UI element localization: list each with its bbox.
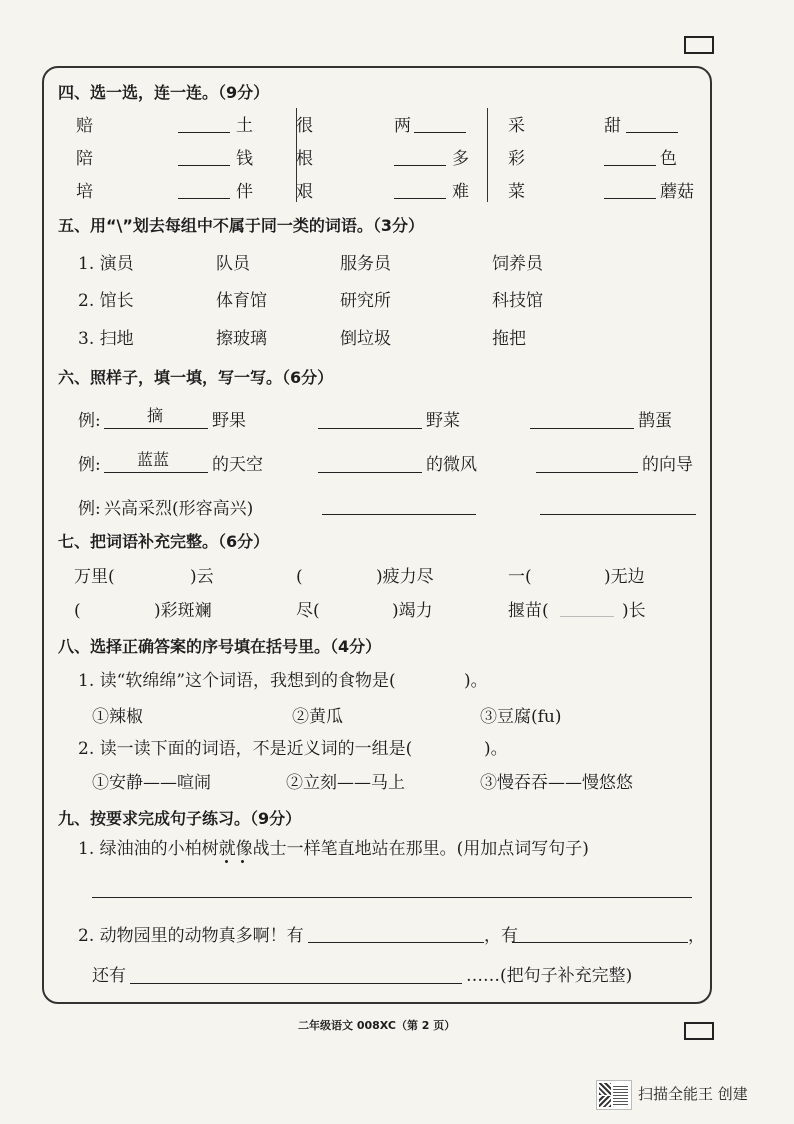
link-blank[interactable] [178, 132, 230, 133]
char: 菜 [508, 182, 525, 202]
idiom-right: )疲力尽 [376, 567, 434, 587]
answer-blank[interactable] [318, 472, 422, 473]
idiom-blank[interactable] [560, 616, 614, 617]
idiom-left: ( [74, 601, 81, 621]
word: 2. 馆长 [78, 291, 134, 311]
example-label: 例: [78, 455, 101, 475]
char: 两 [394, 116, 411, 136]
word: 研究所 [340, 291, 391, 311]
char: 赔 [76, 116, 93, 136]
section-9-title: 九、按要求完成句子练习。（9分） [58, 809, 302, 828]
answer-blank[interactable] [530, 428, 634, 429]
answer-blank[interactable] [130, 983, 462, 984]
section-8-title: 八、选择正确答案的序号填在括号里。（4分） [58, 637, 382, 656]
section-4-title: 四、选一选，连一连。（9分） [58, 83, 270, 102]
link-blank[interactable] [414, 132, 466, 133]
bottom-right-score-box [684, 1022, 714, 1040]
page-footer: 二年级语文 008XC（第 2 页） [298, 1019, 456, 1032]
sentence-text: 还有 [92, 966, 126, 986]
question-1-end: )。 [464, 671, 488, 691]
link-blank[interactable] [394, 165, 446, 166]
idiom-left: ( [296, 567, 303, 587]
link-blank[interactable] [626, 132, 678, 133]
sentence-text: ……(把句子补充完整) [466, 966, 633, 986]
question-1: 1. 读“软绵绵”这个词语，我想到的食物是( [78, 671, 396, 691]
char: 根 [296, 149, 313, 169]
char: 钱 [236, 149, 253, 169]
char: 很 [296, 116, 313, 136]
char: 彩 [508, 149, 525, 169]
word: 倒垃圾 [340, 329, 391, 349]
link-blank[interactable] [178, 198, 230, 199]
char: 多 [452, 149, 469, 169]
sentence-text: ，有 [484, 926, 518, 946]
idiom-right: )长 [622, 601, 646, 621]
word: 科技馆 [492, 291, 543, 311]
example-label: 例: [78, 499, 101, 519]
word: 队员 [216, 254, 250, 274]
idiom-right: )无边 [604, 567, 645, 587]
example-phrase: 兴高采烈(形容高兴) [104, 499, 254, 519]
answer-blank[interactable] [536, 472, 638, 473]
section-5-title: 五、用“\”划去每组中不属于同一类的词语。（3分） [58, 216, 425, 235]
link-blank[interactable] [604, 198, 656, 199]
emphasis-dot [241, 860, 244, 863]
phrase: 的天空 [212, 455, 263, 475]
emphasis-dot [225, 860, 228, 863]
char: 伴 [236, 182, 253, 202]
idiom-right: )云 [190, 567, 214, 587]
word: 体育馆 [216, 291, 267, 311]
idiom-left: 揠苗( [508, 601, 549, 621]
char: 土 [236, 116, 253, 136]
answer-blank[interactable] [308, 942, 484, 943]
answer-blank[interactable] [322, 514, 476, 515]
answer-blank[interactable] [318, 428, 422, 429]
phrase: 野菜 [426, 411, 460, 431]
word: 服务员 [340, 254, 391, 274]
scanner-watermark: 扫描全能王 创建 [638, 1085, 748, 1103]
link-blank[interactable] [394, 198, 446, 199]
sentence-question-2: 2. 动物园里的动物真多啊！有 [78, 926, 304, 946]
option[interactable]: ①安静——喧闹 [92, 773, 211, 793]
scanner-logo-icon [596, 1080, 632, 1110]
char: 艰 [296, 182, 313, 202]
top-right-score-box [684, 36, 714, 54]
word: 擦玻璃 [216, 329, 267, 349]
idiom-left: 万里( [74, 567, 115, 587]
link-blank[interactable] [178, 165, 230, 166]
char: 采 [508, 116, 525, 136]
char: 难 [452, 182, 469, 202]
option[interactable]: ②黄瓜 [292, 707, 343, 727]
idiom-left: 尽( [296, 601, 320, 621]
char: 蘑菇 [660, 182, 694, 202]
word: 3. 扫地 [78, 329, 134, 349]
example-label: 例: [78, 411, 101, 431]
option[interactable]: ③豆腐(fu) [480, 707, 562, 727]
phrase: 野果 [212, 411, 246, 431]
phrase: 的向导 [642, 455, 693, 475]
option[interactable]: ③慢吞吞——慢悠悠 [480, 773, 633, 793]
column-divider [487, 108, 488, 202]
char: 陪 [76, 149, 93, 169]
example-answer: 摘 [147, 406, 164, 425]
idiom-right: )竭力 [392, 601, 433, 621]
link-blank[interactable] [604, 165, 656, 166]
char: 色 [660, 149, 677, 169]
idiom-left: 一( [508, 567, 532, 587]
section-7-title: 七、把词语补充完整。（6分） [58, 532, 270, 551]
word: 饲养员 [492, 254, 543, 274]
example-answer: 蓝蓝 [137, 450, 170, 469]
phrase: 的微风 [426, 455, 477, 475]
answer-line[interactable] [92, 897, 692, 898]
word: 拖把 [492, 329, 526, 349]
word: 1. 演员 [78, 254, 134, 274]
question-2: 2. 读一读下面的词语，不是近义词的一组是( [78, 739, 413, 759]
section-6-title: 六、照样子，填一填，写一写。（6分） [58, 368, 334, 387]
char: 甜 [604, 116, 621, 136]
answer-blank[interactable] [512, 942, 688, 943]
question-2-end: )。 [484, 739, 508, 759]
sentence-text: ， [688, 926, 705, 946]
sentence-question-1: 1. 绿油油的小柏树就像战士一样笔直地站在那里。(用加点词写句子) [78, 839, 589, 859]
option[interactable]: ②立刻——马上 [286, 773, 405, 793]
example-blank [104, 428, 208, 429]
char: 培 [76, 182, 93, 202]
phrase: 鹊蛋 [638, 411, 672, 431]
answer-blank[interactable] [540, 514, 696, 515]
example-blank [104, 472, 208, 473]
idiom-right: )彩斑斓 [154, 601, 212, 621]
option[interactable]: ①辣椒 [92, 707, 143, 727]
